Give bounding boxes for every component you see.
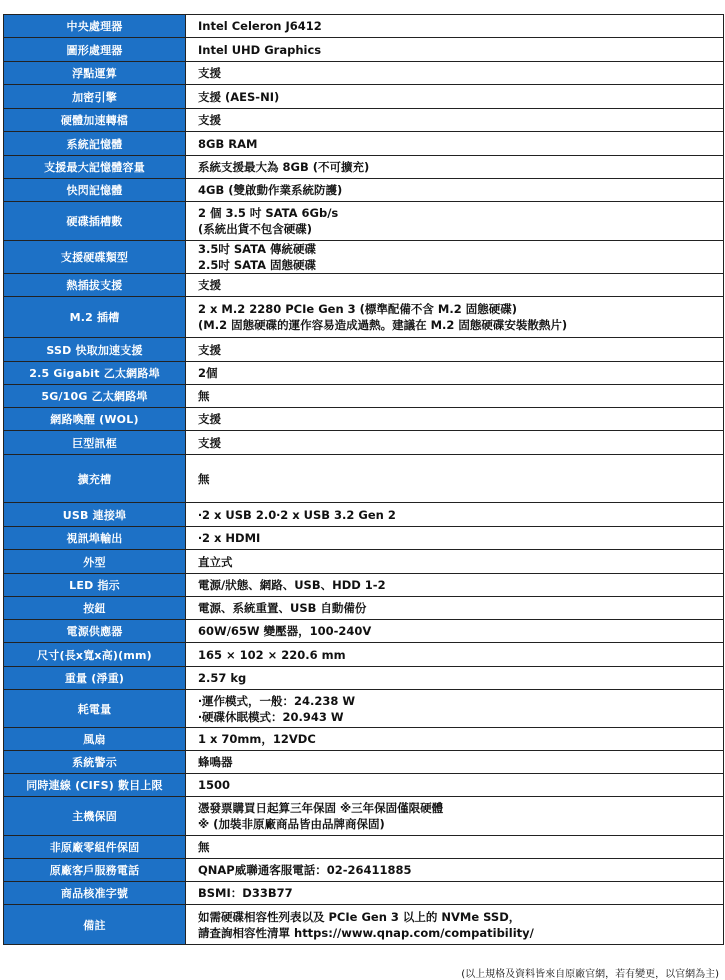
spec-row: [4, 408, 724, 431]
spec-value-line: (系統出貨不包含硬碟): [198, 222, 313, 236]
spec-value: [186, 338, 724, 362]
spec-label: 中央處理器: [4, 15, 186, 38]
spec-label: SSD 快取加速支援: [4, 338, 186, 362]
spec-value-line: 蜂鳴器: [198, 755, 233, 769]
spec-value: [186, 574, 724, 597]
spec-row: [4, 202, 724, 241]
spec-value: [186, 408, 724, 431]
spec-row: [4, 574, 724, 597]
spec-label: 風扇: [4, 728, 186, 751]
spec-value-line: 請查詢相容性清單 https://www.qnap.com/compatibility/: [198, 925, 534, 940]
spec-row: [4, 62, 724, 85]
spec-label: 視訊埠輸出: [4, 527, 186, 550]
spec-value: [186, 503, 724, 527]
spec-row: [4, 550, 724, 574]
spec-value: [186, 882, 724, 905]
spec-value-line: Intel UHD Graphics: [198, 42, 322, 57]
spec-label: 浮點運算: [4, 62, 186, 85]
spec-value: [186, 550, 724, 574]
spec-value-line: ‧2 x USB 2.0‧2 x USB 3.2 Gen 2: [198, 507, 396, 522]
spec-value-line: 3.5吋 SATA 傳統硬碟: [198, 242, 317, 256]
spec-value: [186, 597, 724, 620]
spec-value-line: 2 x M.2 2280 PCIe Gen 3 (標準配備不含 M.2 固態硬碟): [198, 302, 517, 316]
spec-value-line: ‧運作模式，一般：24.238 W: [198, 693, 356, 708]
spec-table-body: [4, 15, 724, 945]
spec-label: 耗電量: [4, 690, 186, 728]
spec-value-line: 165 × 102 × 220.6 mm: [198, 647, 346, 662]
spec-label: 非原廠零組件保固: [4, 836, 186, 859]
spec-row: [4, 690, 724, 728]
spec-label: 電源供應器: [4, 620, 186, 643]
spec-value-line: 支援: [198, 278, 221, 292]
spec-value: [186, 751, 724, 774]
spec-label: 熱插拔支援: [4, 274, 186, 297]
spec-value-line: 支援: [198, 412, 221, 426]
spec-value-line: 電源、系統重置、USB 自動備份: [198, 601, 367, 615]
spec-value: [186, 859, 724, 882]
spec-value: [186, 643, 724, 667]
spec-label: M.2 插槽: [4, 297, 186, 338]
spec-label: 5G/10G 乙太網路埠: [4, 385, 186, 408]
spec-value-line: 直立式: [198, 554, 233, 569]
spec-value: [186, 431, 724, 455]
spec-row: [4, 905, 724, 945]
spec-value-line: 8GB RAM: [198, 136, 258, 151]
spec-value-line: 支援: [198, 113, 221, 127]
spec-row: [4, 751, 724, 774]
spec-row: [4, 643, 724, 667]
spec-value: [186, 241, 724, 274]
spec-label: 硬體加速轉檔: [4, 109, 186, 132]
spec-value: [186, 774, 724, 797]
spec-label: 尺寸(長x寬x高)(mm): [4, 643, 186, 667]
spec-row: [4, 156, 724, 179]
spec-label: 系統記憶體: [4, 132, 186, 156]
spec-label: USB 連接埠: [4, 503, 186, 527]
spec-value-line: 系統支援最大為 8GB (不可擴充): [198, 160, 370, 174]
spec-row: [4, 241, 724, 274]
spec-value-line: Intel Celeron J6412: [198, 19, 322, 33]
spec-value: [186, 62, 724, 85]
spec-value: [186, 836, 724, 859]
spec-value: [186, 274, 724, 297]
spec-row: [4, 728, 724, 751]
spec-label: 支援最大記憶體容量: [4, 156, 186, 179]
spec-label: 備註: [4, 905, 186, 945]
spec-value: [186, 362, 724, 385]
spec-label: 2.5 Gigabit 乙太網路埠: [4, 362, 186, 385]
spec-label: 加密引擎: [4, 85, 186, 109]
spec-value-line: 支援 (AES-NI): [198, 89, 280, 104]
spec-value-line: ※ (加裝非原廠商品皆由品牌商保固): [198, 817, 385, 831]
spec-value-line: 2.5吋 SATA 固態硬碟: [198, 258, 317, 272]
spec-value-line: 2.57 kg: [198, 671, 247, 685]
spec-value-line: 2 個 3.5 吋 SATA 6Gb/s: [198, 206, 339, 220]
spec-value-line: 無: [198, 840, 210, 854]
spec-label: 重量 (淨重): [4, 667, 186, 690]
spec-row: [4, 503, 724, 527]
spec-value-line: QNAP威聯通客服電話：02-26411885: [198, 863, 412, 877]
spec-value-line: (M.2 固態硬碟的運作容易造成過熱。建議在 M.2 固態硬碟安裝散熱片): [198, 318, 568, 332]
spec-label: 按鈕: [4, 597, 186, 620]
spec-row: [4, 836, 724, 859]
spec-row: [4, 132, 724, 156]
spec-value-line: 支援: [198, 435, 221, 450]
spec-row: [4, 431, 724, 455]
spec-value-line: 支援: [198, 342, 221, 357]
spec-value-line: 支援: [198, 66, 221, 80]
spec-value: [186, 690, 724, 728]
spec-value: [186, 85, 724, 109]
spec-value-line: 1500: [198, 778, 231, 792]
spec-value: [186, 109, 724, 132]
spec-value-line: 60W/65W 變壓器，100-240V: [198, 624, 372, 638]
spec-label: 巨型訊框: [4, 431, 186, 455]
spec-value: [186, 527, 724, 550]
spec-label: 系統警示: [4, 751, 186, 774]
spec-label: 原廠客戶服務電話: [4, 859, 186, 882]
spec-value-line: ‧2 x HDMI: [198, 531, 261, 545]
spec-row: [4, 385, 724, 408]
spec-row: [4, 774, 724, 797]
spec-row: [4, 882, 724, 905]
spec-value: [186, 728, 724, 751]
spec-row: [4, 15, 724, 38]
spec-row: [4, 362, 724, 385]
spec-row: [4, 338, 724, 362]
spec-value-line: 無: [198, 389, 210, 403]
spec-row: [4, 297, 724, 338]
spec-label: 支援硬碟類型: [4, 241, 186, 274]
spec-label: 快閃記憶體: [4, 179, 186, 202]
spec-row: [4, 597, 724, 620]
spec-label: 商品核准字號: [4, 882, 186, 905]
spec-value-line: 憑發票購買日起算三年保固 ※三年保固僅限硬體: [198, 801, 444, 815]
spec-table: [3, 14, 724, 945]
spec-value-line: 1 x 70mm，12VDC: [198, 732, 316, 746]
spec-label: 同時連線 (CIFS) 數目上限: [4, 774, 186, 797]
spec-value: [186, 15, 724, 38]
spec-value: [186, 156, 724, 179]
spec-row: [4, 620, 724, 643]
footnote: (以上規格及資料皆來自原廠官網，若有變更，以官網為主): [461, 969, 719, 980]
spec-value: [186, 297, 724, 338]
spec-value: [186, 179, 724, 202]
spec-row: [4, 797, 724, 836]
spec-label: 主機保固: [4, 797, 186, 836]
spec-value: [186, 202, 724, 241]
spec-value: [186, 455, 724, 503]
spec-value-line: BSMI：D33B77: [198, 886, 293, 900]
spec-row: [4, 455, 724, 503]
spec-value: [186, 667, 724, 690]
spec-value-line: 2個: [198, 366, 218, 380]
spec-value: [186, 385, 724, 408]
spec-value-line: 無: [198, 471, 210, 486]
spec-row: [4, 667, 724, 690]
spec-row: [4, 38, 724, 62]
spec-value: [186, 132, 724, 156]
spec-row: [4, 85, 724, 109]
spec-row: [4, 527, 724, 550]
spec-value: [186, 620, 724, 643]
spec-label: 外型: [4, 550, 186, 574]
spec-value-line: ‧硬碟休眠模式：20.943 W: [198, 709, 344, 724]
spec-row: [4, 179, 724, 202]
spec-label: 擴充槽: [4, 455, 186, 503]
spec-value-line: 電源/狀態、網路、USB、HDD 1-2: [198, 578, 386, 592]
spec-label: 網路喚醒 (WOL): [4, 408, 186, 431]
spec-value: [186, 38, 724, 62]
spec-value-line: 4GB (雙啟動作業系統防護): [198, 183, 343, 197]
spec-row: [4, 859, 724, 882]
spec-row: [4, 109, 724, 132]
spec-row: [4, 274, 724, 297]
spec-value: [186, 797, 724, 836]
spec-label: 圖形處理器: [4, 38, 186, 62]
spec-label: 硬碟插槽數: [4, 202, 186, 241]
spec-value-line: 如需硬碟相容性列表以及 PCIe Gen 3 以上的 NVMe SSD，: [198, 909, 521, 924]
spec-label: LED 指示: [4, 574, 186, 597]
spec-value: [186, 905, 724, 945]
